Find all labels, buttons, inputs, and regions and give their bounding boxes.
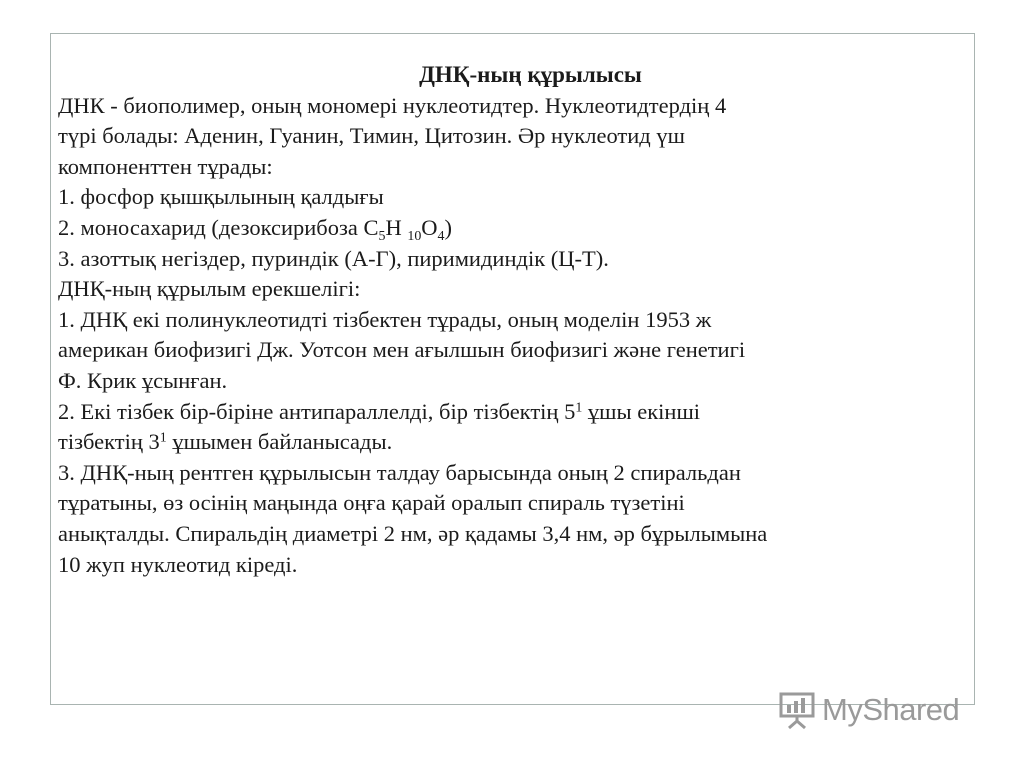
watermark-text: MyShared bbox=[822, 692, 960, 727]
subscript-10: 10 bbox=[407, 228, 422, 244]
formula-close: ) bbox=[444, 214, 452, 240]
myshared-watermark bbox=[778, 688, 959, 732]
text-line-16: 10 жуп нуклеотид кіреді. bbox=[58, 551, 298, 577]
chain-text-end: ұшымен байланысады. bbox=[166, 429, 393, 455]
text-line-12 bbox=[58, 427, 973, 458]
text-line-14: тұратыны, өз осінің маңында оңға қарай оралып спираль түзетіні bbox=[58, 490, 685, 516]
text-line-1: ДНК - биополимер, оның мономері нуклеотидтер. Нуклеотидтердің 4 bbox=[58, 92, 727, 118]
list-item-phosphoric-acid: 1. фосфор қышқылының қалдығы bbox=[58, 184, 384, 210]
superscript-prime-3: 1 bbox=[159, 430, 167, 446]
text-line-13: 3. ДНҚ-ның рентген құрылысын талдау барысында оның 2 спиральдан bbox=[58, 459, 741, 485]
subscript-5: 5 bbox=[378, 228, 386, 244]
slide-content bbox=[58, 60, 973, 580]
list-item-monosaccharide bbox=[58, 213, 973, 244]
subscript-4: 4 bbox=[437, 228, 445, 244]
formula-h: H bbox=[385, 214, 408, 240]
chain-text: тізбектің 3 bbox=[58, 429, 160, 455]
text-line-2: түрі болады: Аденин, Гуанин, Тимин, Цитозин. Әр нуклеотид үш bbox=[58, 123, 685, 149]
text-line-15: анықталды. Спиральдің диаметрі 2 нм, әр қадамы 3,4 нм, әр бұрылымына bbox=[58, 520, 768, 546]
list-item-nitrogen-bases: 3. азоттық негіздер, пуриндік (А-Г), пиримидиндік (Ц-Т). bbox=[58, 245, 609, 271]
slide-title: ДНҚ-ның құрылысы bbox=[419, 62, 642, 87]
text-line-8: 1. ДНҚ екі полинуклеотидті тізбектен тұрады, оның моделін 1953 ж bbox=[58, 306, 712, 332]
formula-o: O bbox=[421, 214, 438, 240]
superscript-prime-5: 1 bbox=[575, 399, 583, 415]
antiparallel-text: 2. Екі тізбек бір-біріне антипараллелді, бір тізбектің 5 bbox=[58, 398, 576, 424]
text-line-3: компоненттен тұрады: bbox=[58, 153, 273, 179]
text-line-11 bbox=[58, 397, 973, 428]
structure-feature-heading: ДНҚ-ның құрылым ерекшелігі: bbox=[58, 276, 361, 302]
monosaccharide-text: 2. моносахарид (дезоксирибоза C bbox=[58, 214, 379, 240]
antiparallel-text-end: ұшы екінші bbox=[582, 398, 701, 424]
text-line-9: американ биофизигі Дж. Уотсон мен ағылшын биофизигі және генетигі bbox=[58, 337, 746, 363]
presentation-board-icon bbox=[778, 690, 816, 730]
text-line-10: Ф. Крик ұсынған. bbox=[58, 367, 228, 393]
